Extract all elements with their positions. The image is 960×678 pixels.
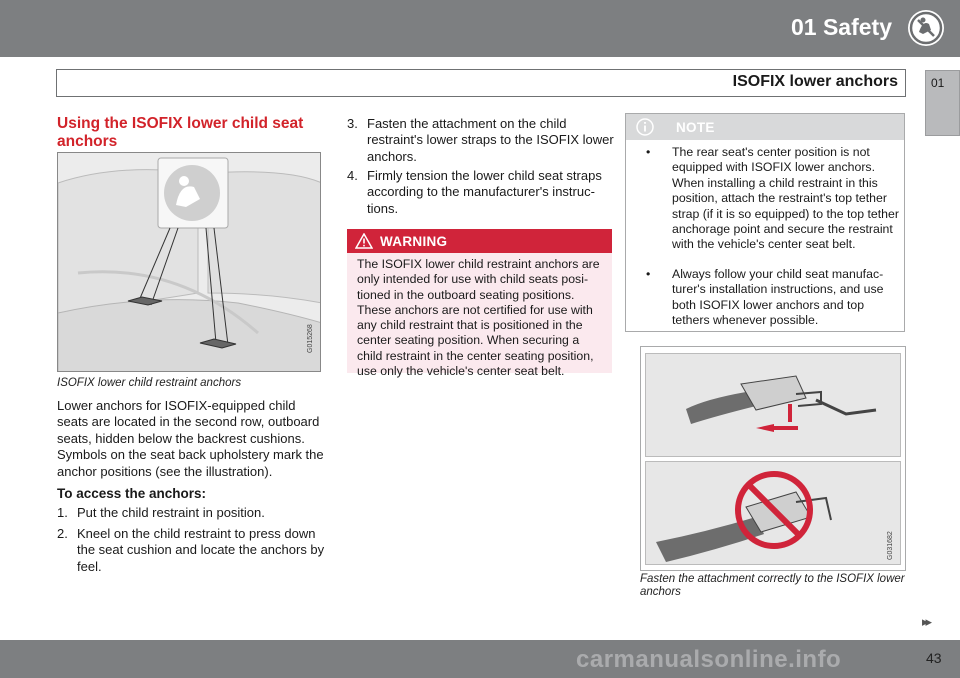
correct-attachment-panel <box>645 353 901 457</box>
step-item: 4. Firmly tension the lower child seat straps according to the manufacturer's instruc-tions. <box>347 168 602 216</box>
access-subheading: To access the anchors: <box>57 486 207 501</box>
intro-paragraph: Lower anchors for ISOFIX-equipped child seats are located in the second row, outboard seats, hidden below the backrest cushions. Symbols on the seat back upholstery mark the anchor positions (see the illustration). <box>57 398 324 479</box>
info-icon <box>636 118 654 136</box>
figure-code: G031682 <box>887 531 894 560</box>
footer-bar <box>0 640 960 678</box>
note-bullet-item: • Always follow your child seat manufac-turer's installation instructions, and use both ISOFIX lower anchors and top tethers whenever possible. <box>646 267 884 328</box>
section-title: ISOFIX lower anchors <box>732 73 898 90</box>
step-item: 2. Kneel on the child restraint to press down the seat cushion and locate the anchors by feel. <box>57 526 325 574</box>
isofix-attachment-illustration <box>640 346 906 571</box>
warning-triangle-icon <box>355 233 373 249</box>
chapter-title: 01 Safety <box>790 14 892 40</box>
chapter-header-bar <box>0 0 960 57</box>
warning-box <box>347 229 612 379</box>
continued-arrows-icon: ▸▸ <box>922 614 930 629</box>
warning-header <box>347 229 612 253</box>
figure-caption: Fasten the attachment correctly to the ISOFIX lower anchors <box>640 573 905 598</box>
note-header <box>626 114 904 140</box>
note-title: NOTE <box>676 120 715 135</box>
seat-drawing <box>58 153 321 372</box>
page-number: 43 <box>926 650 942 666</box>
side-tab-strip <box>920 57 960 640</box>
step-item: 1. Put the child restraint in position. <box>57 505 265 520</box>
section-heading: Using the ISOFIX lower child seat anchors <box>57 115 304 150</box>
step-item: 3. Fasten the attachment on the child restraint's lower straps to the ISOFIX lower anchors. <box>347 116 614 164</box>
figure-code: G015268 <box>307 324 314 353</box>
incorrect-attachment-panel <box>645 461 901 565</box>
chapter-tab-label: 01 <box>931 76 945 90</box>
note-box <box>625 113 905 332</box>
warning-title: WARNING <box>380 234 448 249</box>
watermark: carmanualsonline.info <box>576 646 842 673</box>
warning-text: The ISOFIX lower child restraint anchors are only intended for use with child seats posi-tioned in the outboard seating positions. These anchors are not certified for use with any child restraint that is positioned in the center seating position. When securing a child restraint in the center seating position, use only the vehicle's center seat belt. <box>357 257 600 379</box>
isofix-seat-illustration <box>57 152 321 372</box>
figure-caption: ISOFIX lower child restraint anchors <box>57 377 242 389</box>
no-child-seat-icon <box>906 8 946 48</box>
note-bullet-item: • The rear seat's center position is not equipped with ISOFIX lower anchors. When installing a child restraint in this position, attach the restraint's top tether strap (if it is so equipped) to the top tether anchorage point and secure the restraint with the vehicle's center seat belt. <box>646 145 899 252</box>
